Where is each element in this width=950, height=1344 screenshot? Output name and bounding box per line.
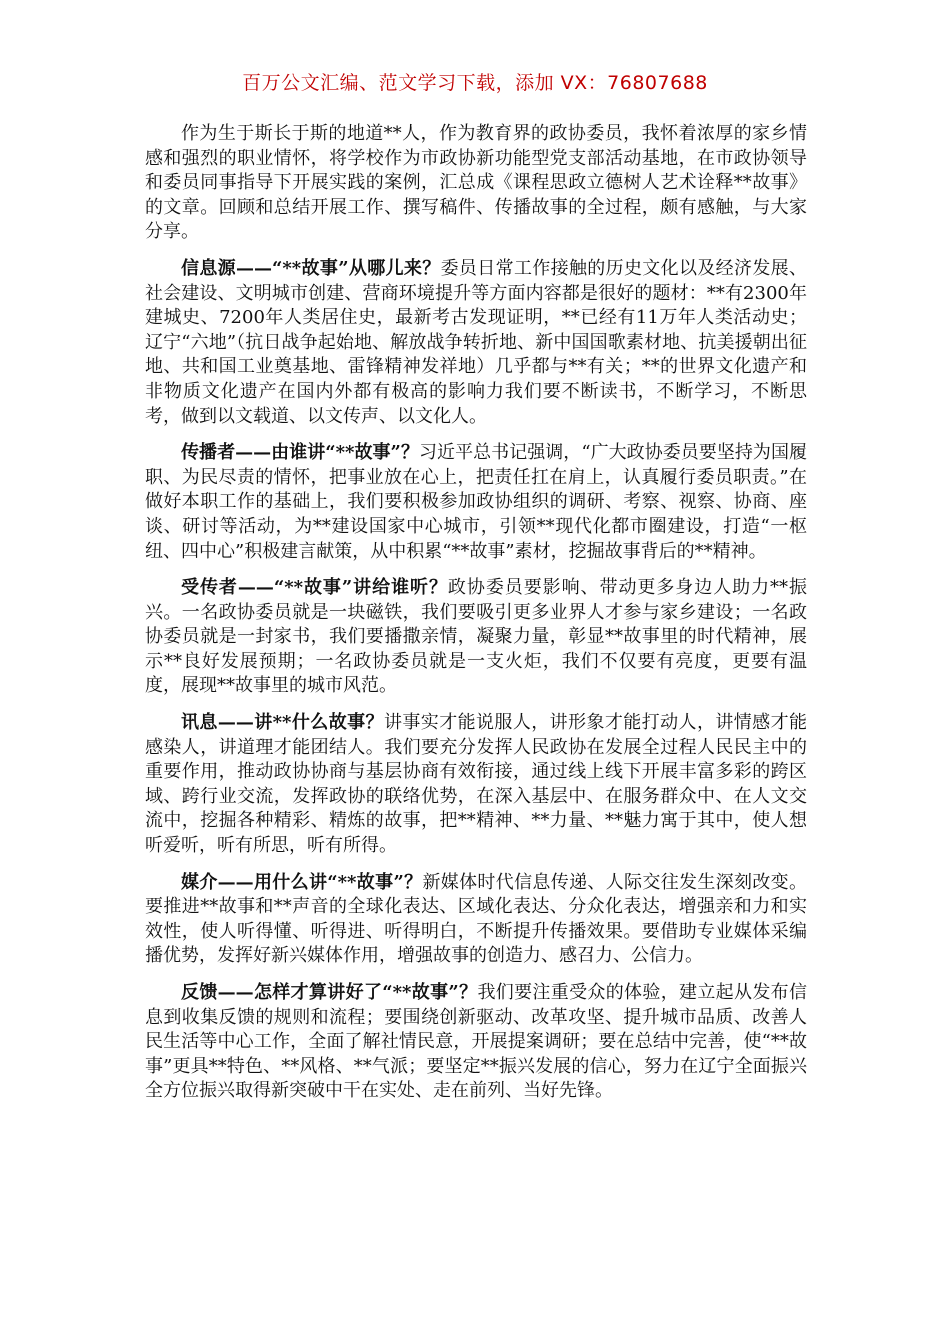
section-paragraph [145,576,807,699]
section-paragraph [145,871,807,969]
section-heading: 信息源——“**故事”从哪儿来？ [181,257,441,279]
section-body: 政协委员要影响、带动更多身边人助力**振兴。一名政协委员就是一块磁铁，我们要吸引更多业界人才参与家乡建设；一名政协委员就是一封家书，我们要播撒亲情，凝聚力量，彰显**故事里的时代精神，展示**良好发展预期；一名政协委员就是一支火炬，我们不仅要有亮度，更要有温度，展现**故事里的城市风范。 [145,577,807,697]
section-heading: 受传者——“**故事”讲给谁听？ [181,577,448,599]
section-body: 讲事实才能说服人，讲形象才能打动人，讲情感才能感染人，讲道理才能团结人。我们要充分发挥人民政协在发展全过程人民民主中的重要作用，推动政协协商与基层协商有效衔接，通过线上线下开展丰富多彩的跨区域、跨行业交流，发挥政协的联络优势，在深入基层中、在服务群众中、在人文交流中，挖掘各种精彩、精炼的故事，把**精神、**力量、**魅力寓于其中，使人想听爱听，听有所思，听有所得。 [145,712,808,857]
section-body: 委员日常工作接触的历史文化以及经济发展、社会建设、文明城市创建、营商环境提升等方面内容都是很好的题材：**有2300年建城史、7200年人类居住史，最新考古发现证明，**已经有11万年人类活动史；辽宁“六地”（抗日战争起始地、解放战争转折地、新中国国歌素材地、抗美援朝出征地、共和国工业奠基地、雷锋精神发祥地）几乎都与**有关；**的世界文化遗产和非物质文化遗产在国内外都有极高的影响力我们要不断读书，不断学习，不断思考，做到以文载道、以文传声、以文化人。 [145,257,807,427]
section-heading: 反馈——怎样才算讲好了“**故事”？ [181,982,478,1003]
section-heading: 传播者——由谁讲“**故事”？ [181,442,419,464]
section-paragraph [145,711,807,859]
section-body: 习近平总书记强调，“广大政协委员要坚持为国履职、为民尽责的情怀，把事业放在心上，把责任扛在肩上，认真履行委员职责。”在做好本职工作的基础上，我们要积极参加政协组织的调研、考察、视察、协商、座谈、研讨等活动，为**建设国家中心城市，引领**现代化都市圈建设，打造“一枢纽、四中心”积极建言献策，从中积累“**故事”素材，挖掘故事背后的**精神。 [145,442,807,562]
intro-paragraph: 作为生于斯长于斯的地道**人，作为教育界的政协委员，我怀着浓厚的家乡情感和强烈的职业情怀，将学校作为市政协新功能型党支部活动基地，在市政协领导和委员同事指导下开展实践的案例，汇总成《课程思政立德树人艺术诠释**故事》的文章。回顾和总结开展工作、撰写稿件、传播故事的全过程，颇有感触，与大家分享。 [145,123,807,243]
page-header-banner: 百万公文汇编、范文学习下载，添加 VX：76807688 [242,72,708,94]
section-body: 新媒体时代信息传递、人际交往发生深刻改变。要推进**故事和**声音的全球化表达、区域化表达、分众化表达，增强亲和力和实效性，使人听得懂、听得进、听得明白，不断提升传播效果。要借助专业媒体采编播优势，发挥好新兴媒体作用，增强故事的创造力、感召力、公信力。 [145,871,807,967]
section-paragraph [145,981,807,1104]
section-paragraph [145,441,807,564]
section-paragraph [145,257,807,429]
section-heading: 讯息——讲**什么故事？ [181,712,384,734]
document-body [145,122,807,1116]
section-body: 我们要注重受众的体验，建立起从发布信息到收集反馈的规则和流程；要围绕创新驱动、改革攻坚、提升城市品质、改善人民生活等中心工作，全面了解社情民意，开展提案调研；要在总结中完善，使“**故事”更具**特色、**风格、**气派；要坚定**振兴发展的信心，努力在辽宁全面振兴全方位振兴取得新突破中干在实处、走在前列、当好先锋。 [145,982,807,1102]
section-heading: 媒介——用什么讲“**故事”？ [181,871,423,893]
